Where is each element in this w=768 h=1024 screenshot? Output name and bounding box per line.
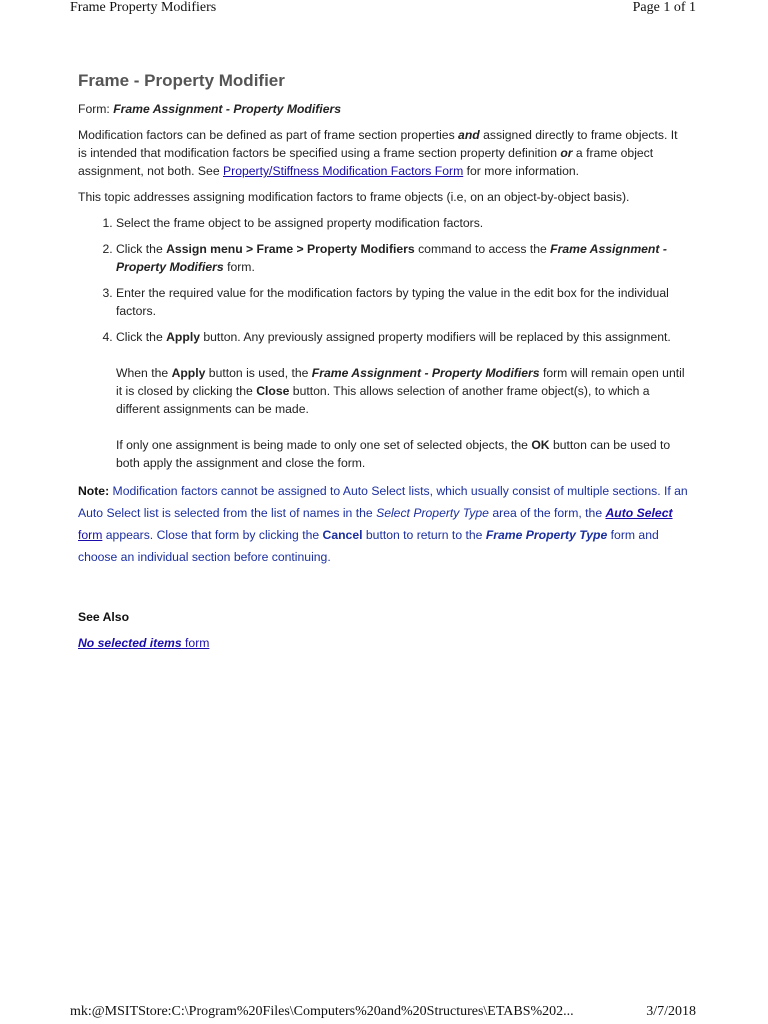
footer-date: 3/7/2018 [646, 1004, 696, 1019]
topic-paragraph: This topic addresses assigning modification factors to frame objects (i.e, on an object-by-object basis). [78, 190, 630, 204]
page-header [0, 0, 768, 22]
step-3: 3. Enter the required value for the modification factors by typing the value in the edit box for the individual factors. [116, 284, 688, 320]
document-body [78, 70, 688, 652]
steps-list [78, 214, 688, 472]
auto-select-form-link[interactable]: Auto Select form [78, 506, 673, 542]
page-footer [0, 1004, 768, 1024]
step-4-ok-detail: If only one assignment is being made to only one set of selected objects, the OK button can be used to both apply the assignment and close the form. [116, 438, 671, 470]
step-1: 1. Select the frame object to be assigned property modification factors. [116, 214, 688, 232]
step-4-apply-detail: When the Apply button is used, the Frame Assignment - Property Modifiers form will remain open until it is closed by clicking the Close button. This allows selection of another frame object(s), to which a different assignments can be made. [116, 366, 685, 416]
no-selected-items-link[interactable]: No selected items form [78, 636, 210, 650]
form-line [78, 100, 688, 118]
see-also-links [78, 634, 688, 652]
form-label: Form: [78, 102, 110, 116]
form-name: Frame Assignment - Property Modifiers [113, 102, 341, 116]
note-label: Note: [78, 484, 110, 498]
page-title: Frame - Property Modifier [78, 71, 285, 90]
modification-factors-link[interactable]: Property/Stiffness Modification Factors Form [223, 164, 464, 178]
step-2: 2. Click the Assign menu > Frame > Property Modifiers command to access the Frame Assignment - Property Modifiers form. [116, 240, 688, 276]
note-paragraph: Note: Modification factors cannot be assigned to Auto Select lists, which usually consist of multiple sections. If an Auto Select list is selected from the list of names in the Select Property Type area of the form, the Auto Select form appears. Close that form by clicking the Cancel button to return to the Frame Property Type form and choose an individual section before continuing. [78, 484, 688, 564]
header-title: Frame Property Modifiers [70, 0, 217, 15]
page-number: Page 1 of 1 [632, 0, 696, 15]
intro-paragraph: Modification factors can be defined as part of frame section properties and assigned directly to frame objects. It is intended that modification factors be specified using a frame section property definition or a frame object assignment, not both. See Property/Stiffness Modification Factors Form for more information. [78, 128, 678, 178]
step-4: 4. Click the Apply button. Any previously assigned property modifiers will be replaced by this assignment. When the Apply button is used, the Frame Assignment - Property Modifiers form will remain open until it is closed by clicking the Close button. This allows selection of another frame object(s), to which a different assignments can be made. If only one assignment is being made to only one set of selected objects, the OK button can be used to both apply the assignment and close the form. [116, 328, 688, 472]
footer-path: mk:@MSITStore:C:\Program%20Files\Computers%20and%20Structures\ETABS%202... [70, 1004, 574, 1019]
see-also-heading: See Also [78, 610, 130, 624]
